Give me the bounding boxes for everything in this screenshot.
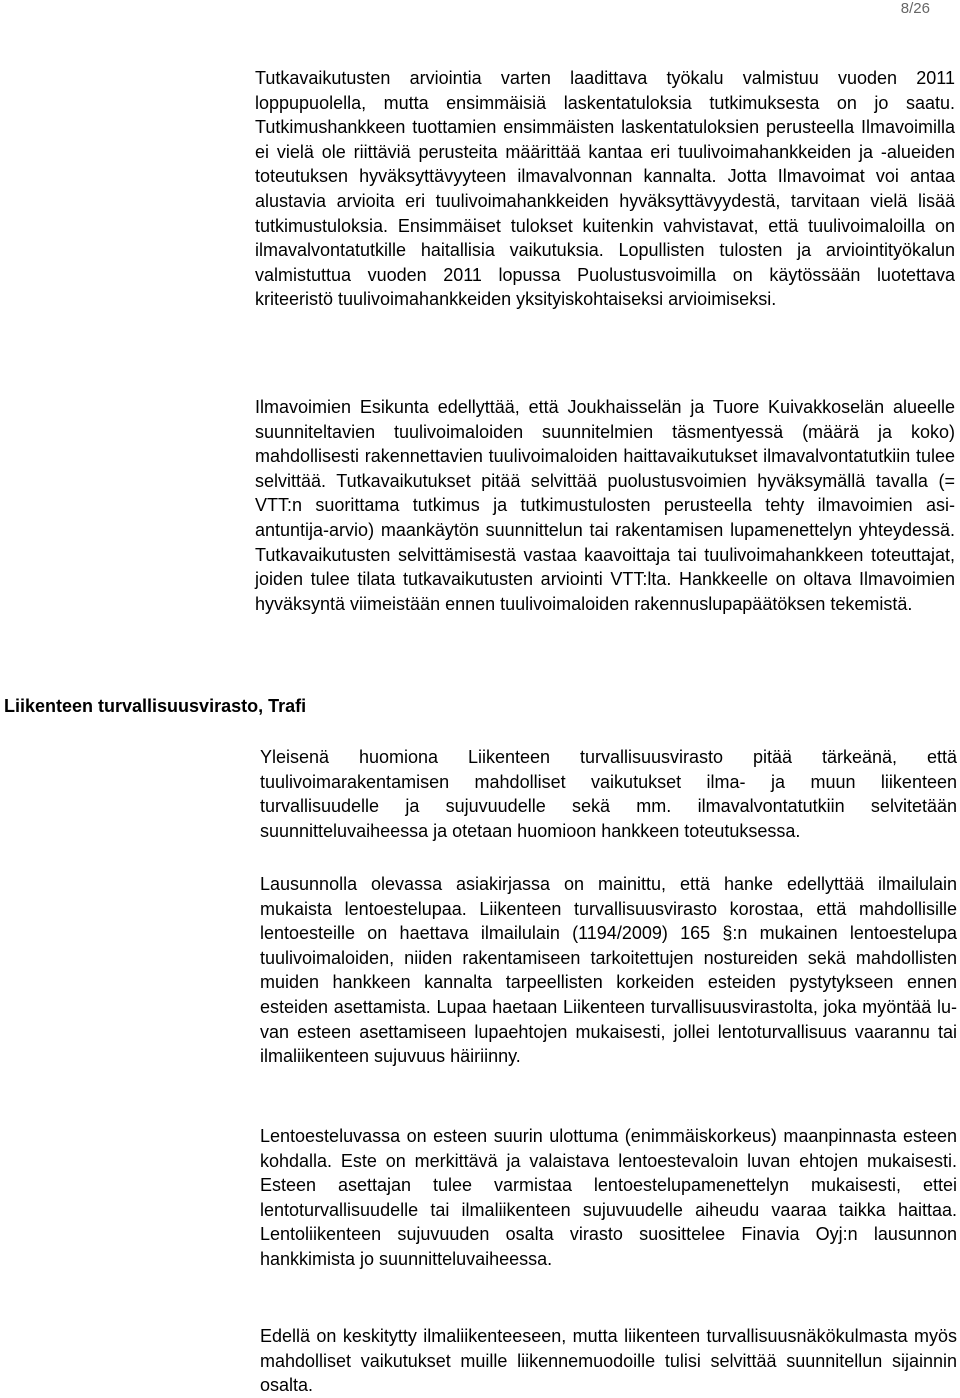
paragraph-permit-conditions: Lentoesteluvassa on esteen suurin ulottuma (enimmäiskorkeus) maanpinnasta esteen kohdalla. Este on merkittävä ja valaistava lentoestevaloin luvan ehtojen mukaisesti. Esteen asettajan tulee varmistaa lentoestelupamenettelyn mukaisesti, ettei lentoturvallisuudelle tai ilmaliikenteen sujuvuudelle aiheudu vaaraa taikka haittaa. Lentoliikenteen sujuvuuden osalta virasto suosittelee Finavia Oyj:n lausunnon hankkimista jo suunnitteluvaiheessa. (260, 1126, 957, 1269)
page-number: 8/26 (900, 0, 930, 17)
paragraph-radar-tool: Tutkavaikutusten arviointia varten laadittava työkalu valmistuu vuoden 2011 loppupuolella, mutta ensimmäisiä laskentatuloksia tutkimuksesta on jo saatu. Tutkimushankkeen tuottamien ensimmäisten laskentatuloksien perusteella Ilmavoimilla ei vielä ole riittäviä perusteita määrittää kantaa eri tuulivoimahankkeiden ja -alueiden toteutuksen hyväksyttävyyteen ilmavalvonnan kannalta. Jotta Ilmavoimat voi antaa alustavia arvioita eri tuulivoimahankkeiden hyväksyttävyydestä, tarvitaan vielä lisää tutkimustuloksia. Ensimmäiset tulokset kuitenkin vahvistavat, että tuulivoimaloilla on ilmavalvontatutkille haitallisia vaikutuksia. Lopullisten tulosten ja arviointityökalun valmistuttua vuoden 2011 lopussa Puolustusvoimilla on käytössään luotettava kriteeristö tuulivoimahankkeiden yksityiskohtaiseksi arvioimiseksi. (255, 68, 955, 310)
section-heading-trafi: Liikenteen turvallisuusvirasto, Trafi (4, 696, 307, 716)
paragraph-obstacle-permit: Lausunnolla olevassa asiakirjassa on mainittu, että hanke edellyttää ilmailulain mukaista lentoestelupaa. Liikenteen turvallisuusvirasto korostaa, että mahdollisille lentoesteille on haettava ilmailulain (1194/2009) 165 §:n mukainen lentoestelupa tuulivoimaloiden, niiden rakentamiseen tarkoitettujen nostureiden sekä mahdollisten muiden hankkeen kannalta tarpeellisten korkeiden esteiden pystytykseen ennen esteiden asettamista. Lupaa haetaan Liikenteen turvallisuusvirastolta, joka myöntää luvan esteen asettamiseen lupaehtojen mukaisesti, jollei lentoturvallisuus vaarannu tai ilmaliikenteen sujuvuus häiriinny. (260, 874, 957, 1067)
paragraph-general-remark: Yleisenä huomiona Liikenteen turvallisuusvirasto pitää tärkeänä, että tuulivoimarakentamisen mahdolliset vaikutukset ilma- ja muun liikenteen turvallisuudelle ja sujuvuudelle sekä mm. ilmavalvontatutkiin selvitetään suunnitteluvaiheessa ja otetaan huomioon hankkeen toteutuksessa. (260, 747, 957, 841)
paragraph-air-force-requirements: Ilmavoimien Esikunta edellyttää, että Joukhaisselän ja Tuore Kuivakkoselän alueelle suunniteltavien tuulivoimaloiden suunnitelmien täsmentyessä (määrä ja koko) mahdollisesti rakennettavien tuulivoimaloiden haittavaikutukset ilmavalvontatutkiin tulee selvittää. Tutkavaikutukset pitää selvittää puolustusvoimien hyväksymällä tavalla (= VTT:n suorittama tutkimus ja tutkimustulosten perusteella tehty ilmavoimien asiantuntija-arvio) maankäytön suunnittelun tai rakentamisen lupamenettelyn yhteydessä. Tutkavaikutusten selvittämisestä vastaa kaavoittaja tai tuulivoimahankkeen toteuttajat, joiden tulee tilata tutkavaikutusten arviointi VTT:lta. Hankkeelle on oltava Ilmavoimien hyväksyntä viimeistään ennen tuulivoimaloiden rakennuslupapäätöksen tekemistä. (255, 397, 955, 614)
paragraph-other-traffic: Edellä on keskitytty ilmaliikenteeseen, mutta liikenteen turvallisuusnäkökulmasta myös mahdolliset vaikutukset muille liikennemuodoille tulisi selvittää suunnitellun sijainnin osalta. (260, 1326, 957, 1396)
